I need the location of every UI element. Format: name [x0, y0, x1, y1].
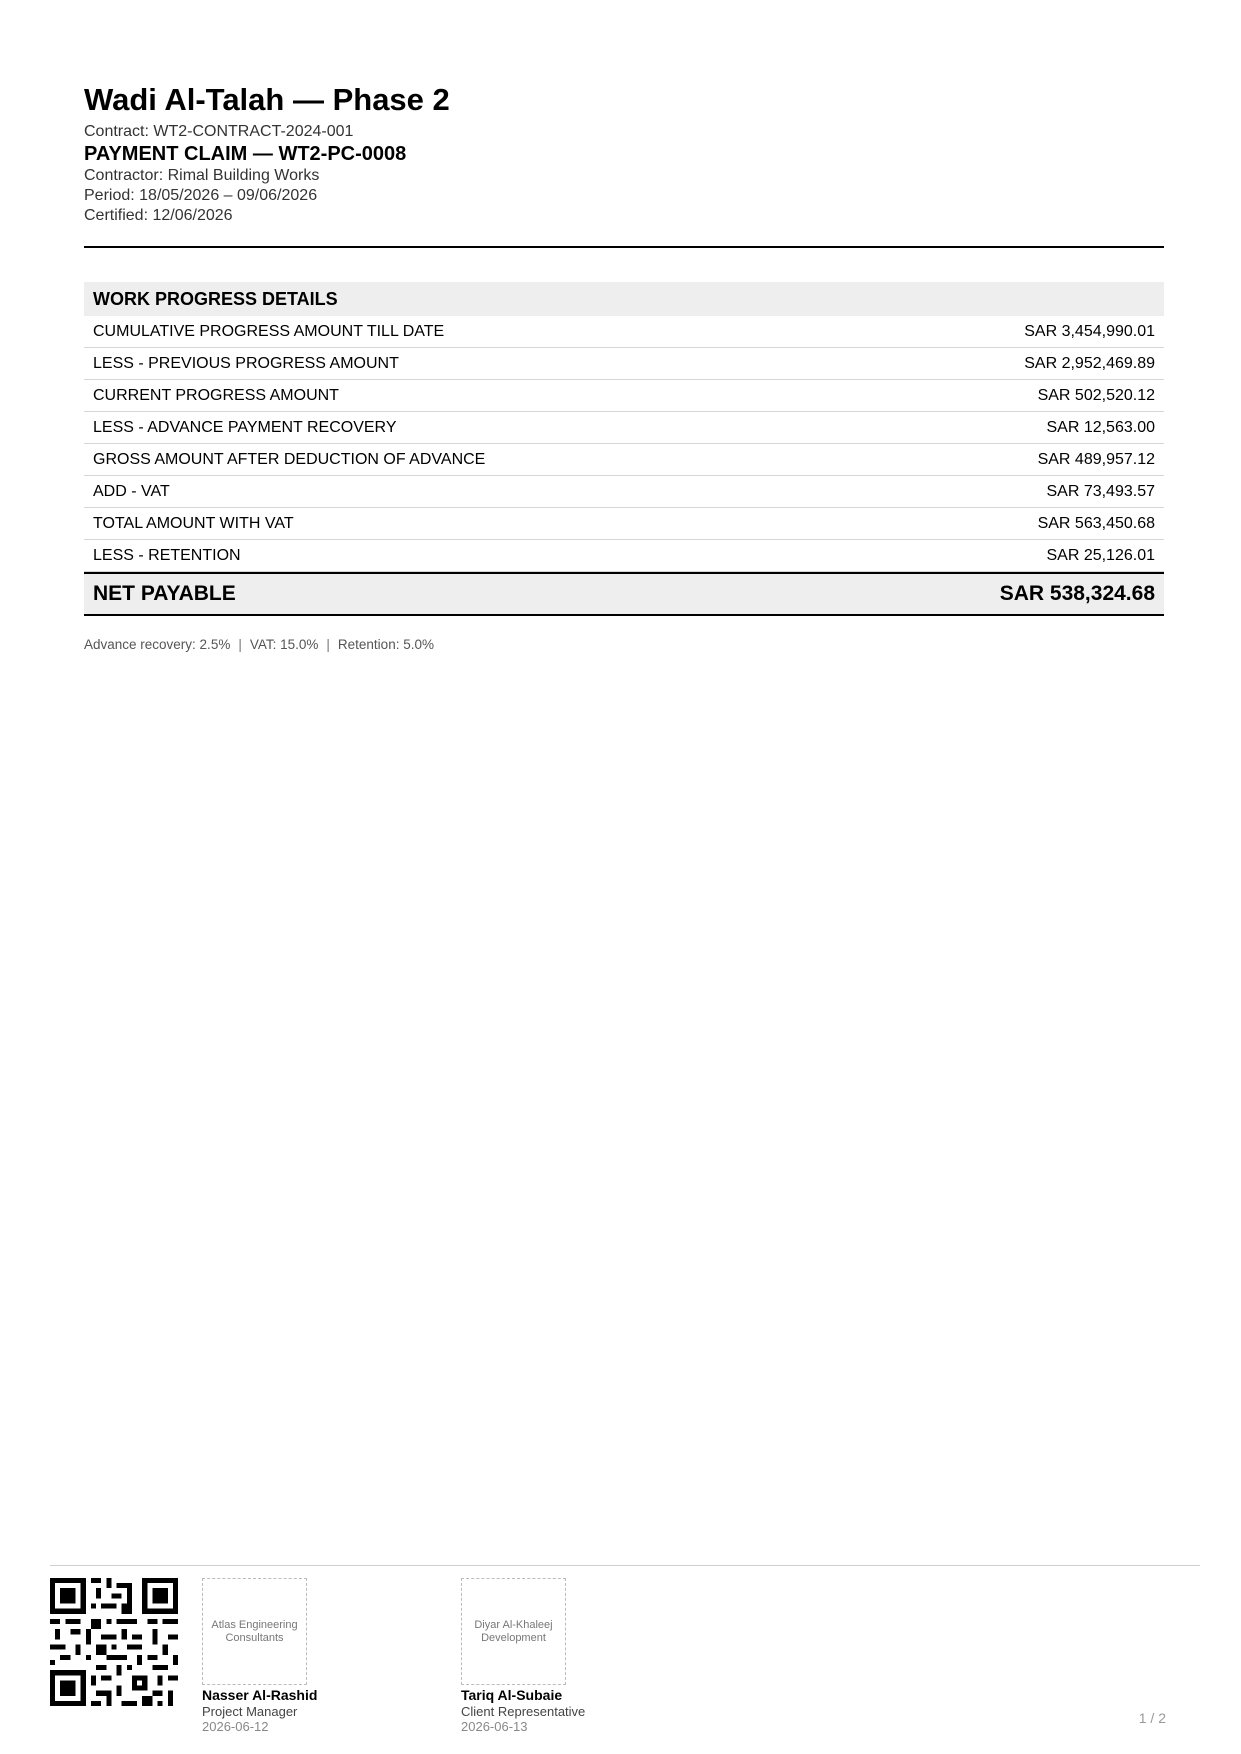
signatory-role: Client Representative — [461, 1704, 586, 1719]
table-row — [84, 412, 1164, 444]
project-title: Wadi Al-Talah — Phase 2 — [84, 82, 450, 117]
net-payable-label: NET PAYABLE — [93, 582, 236, 605]
row-label: LESS - RETENTION — [93, 546, 241, 564]
advance-rate: Advance recovery: 2.5% — [84, 637, 231, 652]
row-label: LESS - PREVIOUS PROGRESS AMOUNT — [93, 354, 399, 372]
table-row — [84, 380, 1164, 412]
payment-claim-title: PAYMENT CLAIM — WT2-PC-0008 — [84, 143, 407, 165]
company-stamp — [202, 1578, 307, 1685]
row-label: TOTAL AMOUNT WITH VAT — [93, 514, 294, 532]
table-row — [84, 476, 1164, 508]
signature-block-consultant — [202, 1578, 372, 1734]
row-label: CUMULATIVE PROGRESS AMOUNT TILL DATE — [93, 322, 445, 340]
work-progress-table — [84, 282, 1164, 616]
row-value: SAR 563,450.68 — [1037, 514, 1155, 532]
company-stamp — [461, 1578, 566, 1685]
table-title: WORK PROGRESS DETAILS — [84, 282, 1164, 316]
header-divider — [84, 246, 1164, 248]
table-row — [84, 540, 1164, 572]
net-payable-value: SAR 538,324.68 — [999, 582, 1155, 605]
certified-date: Certified: 12/06/2026 — [84, 207, 233, 224]
row-value: SAR 3,454,990.01 — [1024, 322, 1155, 340]
company-name: Diyar Al-Khaleej Development — [474, 1618, 553, 1644]
rate-separator: | — [326, 637, 330, 652]
page-number: 1 / 2 — [1138, 1710, 1166, 1726]
signature-block-client — [461, 1578, 631, 1734]
footer-divider — [50, 1565, 1200, 1566]
signature-date: 2026-06-13 — [461, 1719, 528, 1734]
row-value: SAR 12,563.00 — [1046, 418, 1155, 436]
row-label: LESS - ADVANCE PAYMENT RECOVERY — [93, 418, 397, 436]
rates-note — [84, 637, 434, 652]
table-row — [84, 508, 1164, 540]
table-row — [84, 348, 1164, 380]
row-label: CURRENT PROGRESS AMOUNT — [93, 386, 339, 404]
vat-rate: VAT: 15.0% — [249, 637, 319, 652]
claim-period: Period: 18/05/2026 – 09/06/2026 — [84, 187, 318, 204]
qr-code-icon — [50, 1578, 178, 1706]
row-label: ADD - VAT — [93, 482, 170, 500]
signatory-name: Tariq Al-Subaie — [461, 1687, 563, 1703]
contract-number: Contract: WT2-CONTRACT-2024-001 — [84, 123, 354, 140]
row-value: SAR 502,520.12 — [1037, 386, 1155, 404]
signatory-name: Nasser Al-Rashid — [202, 1687, 318, 1703]
retention-rate: Retention: 5.0% — [337, 637, 434, 652]
row-label: GROSS AMOUNT AFTER DEDUCTION OF ADVANCE — [93, 450, 486, 468]
document-header — [84, 78, 1164, 226]
signatory-role: Project Manager — [202, 1704, 298, 1719]
contractor-name: Contractor: Rimal Building Works — [84, 167, 320, 184]
net-payable-row — [84, 572, 1164, 616]
row-value: SAR 2,952,469.89 — [1024, 354, 1155, 372]
rate-separator: | — [238, 637, 242, 652]
row-value: SAR 73,493.57 — [1046, 482, 1155, 500]
signature-date: 2026-06-12 — [202, 1719, 269, 1734]
table-row — [84, 444, 1164, 476]
row-value: SAR 489,957.12 — [1037, 450, 1155, 468]
company-name: Atlas Engineering Consultants — [211, 1618, 298, 1644]
table-row — [84, 316, 1164, 348]
row-value: SAR 25,126.01 — [1046, 546, 1155, 564]
